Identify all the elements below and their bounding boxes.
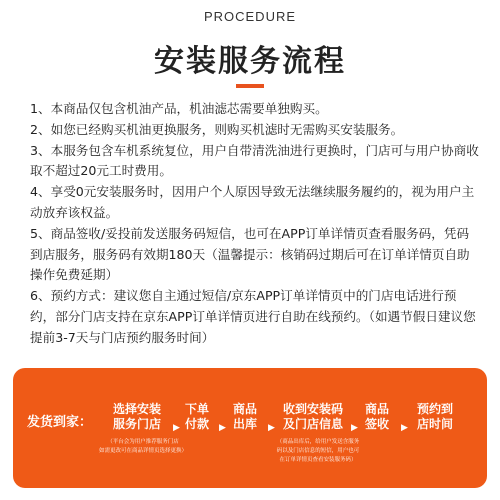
flow-panel [13,368,487,488]
term-item: 5、商品签收/妥投前发送服务码短信，也可在APP订单详情页查看服务码，凭码到店服务，服务码有效期180天（温馨提示：核销码过期后可在订单详情页自助操作免费延期） [30,225,470,283]
flow-step-select-store: 选择安装 服务门店 [113,402,162,431]
flow-note-code: （商品出库后，给用户发送含服务 码以及门店信息的短信，用户也可 在订单详情页查看安装服务码） [276,439,360,463]
term-item: 6、预约方式：建议您自主通过短信/京东APP订单详情页中的门店电话进行预约，部分门店支持在京东APP订单详情页进行自助在线预约。（如遇节假日建议您提前3-7天与门店预约服务时间） [30,288,476,345]
arrow-right-icon: ▶ [219,423,226,433]
arrow-right-icon: ▶ [268,423,275,433]
term-item: 1、本商品仅包含机油产品，机油滤芯需要单独购买。 [30,101,328,116]
flow-note-store: （平台会为用户推荐服务门店 如需更改可在商品详情页选择更换） [98,439,187,454]
term-item: 3、本服务包含车机系统复位，用户自带清洗油进行更换时，门店可与用户协商收取不超过20元工时费用。 [30,142,479,179]
page-title: 安装服务流程 [154,44,346,79]
flow-step-book: 预约到 店时间 [417,402,454,431]
title-underline [236,84,264,88]
flow-step-sign: 商品 签收 [365,402,390,431]
flow-step-receive-code: 收到安装码 及门店信息 [283,402,344,431]
flow-step-pay: 下单 付款 [185,402,210,431]
term-item: 4、享受0元安装服务时，因用户个人原因导致无法继续服务履约的，视为用户主动放弃该权益。 [30,184,475,220]
arrow-right-icon: ▶ [351,423,358,433]
arrow-right-icon: ▶ [401,423,408,433]
terms-list [30,99,480,349]
term-item: 2、如您已经购买机油更换服务，则购买机滤时无需购买安装服务。 [30,121,404,137]
arrow-right-icon: ▶ [173,423,180,433]
flow-step-dispatch: 商品 出库 [233,402,258,431]
section-subtitle: PROCEDURE [203,9,297,24]
flow-label: 发货到家： [27,415,93,430]
